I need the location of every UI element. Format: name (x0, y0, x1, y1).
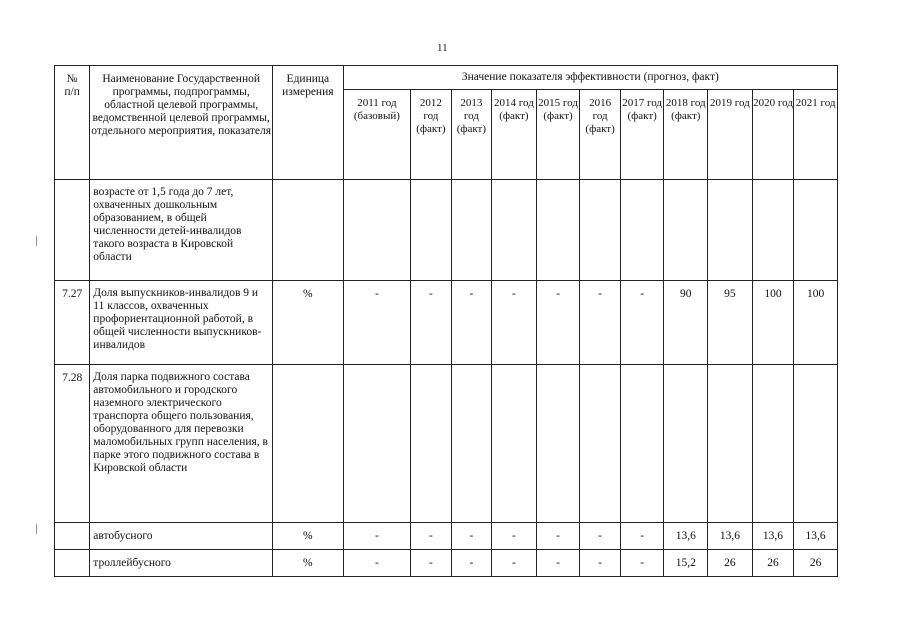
row-unit (273, 180, 344, 281)
row-num: 7.28 (55, 365, 90, 523)
row-value: - (536, 550, 580, 577)
row-num: 7.27 (55, 281, 90, 365)
row-value (536, 365, 580, 523)
row-value: - (343, 550, 410, 577)
row-value: 90 (664, 281, 708, 365)
row-value (794, 365, 838, 523)
row-value: - (620, 523, 664, 550)
row-value (580, 180, 620, 281)
row-unit: % (273, 523, 344, 550)
header-year-2021: 2021 год (794, 90, 838, 180)
row-value: 13,6 (752, 523, 794, 550)
row-value: 95 (708, 281, 753, 365)
page-number: 11 (437, 42, 448, 54)
row-value (664, 365, 708, 523)
row-value: 100 (794, 281, 838, 365)
row-value: - (536, 281, 580, 365)
row-value (580, 365, 620, 523)
table-row (55, 281, 838, 365)
row-name: Доля парка подвижного состава автомобильного и городского наземного электрического транспорта общего пользования, оборудованного для перевозки маломобильных групп населения, в парке этого подвижного состава в Кировской области (90, 365, 273, 523)
header-year-2019: 2019 год (708, 90, 753, 180)
row-value (794, 180, 838, 281)
row-value (451, 180, 491, 281)
row-value (752, 365, 794, 523)
row-value: - (451, 281, 491, 365)
header-num (55, 66, 90, 180)
row-value (411, 365, 451, 523)
header-name-label: Наименование Государственной программы, подпрограммы, областной целевой программы, ведомственной целевой программы, отдельного мероприятия, показателя (91, 73, 272, 137)
row-value (343, 365, 410, 523)
row-name: возрасте от 1,5 года до 7 лет, охваченных дошкольным образованием, в общей численности детей-инвалидов такого возраста в Кировской области (90, 180, 273, 281)
header-year-2018: 2018 год (факт) (664, 90, 708, 180)
row-num (55, 180, 90, 281)
row-unit (273, 365, 344, 523)
header-year-2015: 2015 год (факт) (536, 90, 580, 180)
row-value: - (451, 550, 491, 577)
row-value: 13,6 (664, 523, 708, 550)
table-row (55, 523, 838, 550)
row-name: Доля выпускников-инвалидов 9 и 11 классов, охваченных профориентационной работой, в общей численности выпускников-инвалидов (90, 281, 273, 365)
row-value: - (492, 281, 537, 365)
header-unit (273, 66, 344, 180)
row-value: - (343, 281, 410, 365)
row-name: автобусного (90, 523, 273, 550)
row-value: 26 (708, 550, 753, 577)
row-name: троллейбусного (90, 550, 273, 577)
row-value (411, 180, 451, 281)
row-value (708, 365, 753, 523)
row-value (536, 180, 580, 281)
row-value: - (411, 550, 451, 577)
row-value (492, 180, 537, 281)
header-year-2020: 2020 год (752, 90, 794, 180)
scan-mark (36, 236, 37, 246)
row-value: - (411, 281, 451, 365)
row-value: - (492, 550, 537, 577)
row-value: - (411, 523, 451, 550)
header-year-2016: 2016 год (факт) (580, 90, 620, 180)
scan-mark (36, 524, 37, 534)
row-value: - (536, 523, 580, 550)
header-year-2017: 2017 год (факт) (620, 90, 664, 180)
row-value (492, 365, 537, 523)
row-unit: % (273, 281, 344, 365)
row-num (55, 550, 90, 577)
row-value: - (492, 523, 537, 550)
row-value: 15,2 (664, 550, 708, 577)
row-value: - (343, 523, 410, 550)
row-value: - (580, 281, 620, 365)
row-value: - (580, 523, 620, 550)
indicator-table (54, 65, 838, 577)
header-value-group (343, 66, 837, 90)
header-unit-label: Единица измерения (282, 73, 334, 98)
row-unit: % (273, 550, 344, 577)
row-value (752, 180, 794, 281)
table-row (55, 180, 838, 281)
header-name (90, 66, 273, 180)
header-year-2011: 2011 год (базовый) (343, 90, 410, 180)
row-value (620, 365, 664, 523)
row-value (620, 180, 664, 281)
header-num-label: № п/п (64, 73, 80, 98)
row-value: - (451, 523, 491, 550)
header-year-2012: 2012 год (факт) (411, 90, 451, 180)
header-value-group-label: Значение показателя эффективности (прогноз, факт) (461, 71, 719, 83)
table-row (55, 550, 838, 577)
row-value: - (620, 550, 664, 577)
header-year-2013: 2013 год (факт) (451, 90, 491, 180)
row-value (451, 365, 491, 523)
row-value: 26 (794, 550, 838, 577)
row-value (343, 180, 410, 281)
row-value: 100 (752, 281, 794, 365)
table-row (55, 365, 838, 523)
row-value (708, 180, 753, 281)
row-value: 26 (752, 550, 794, 577)
row-value: 13,6 (794, 523, 838, 550)
row-value: - (620, 281, 664, 365)
row-value (664, 180, 708, 281)
header-year-2014: 2014 год (факт) (492, 90, 537, 180)
row-value: - (580, 550, 620, 577)
row-value: 13,6 (708, 523, 753, 550)
row-num (55, 523, 90, 550)
